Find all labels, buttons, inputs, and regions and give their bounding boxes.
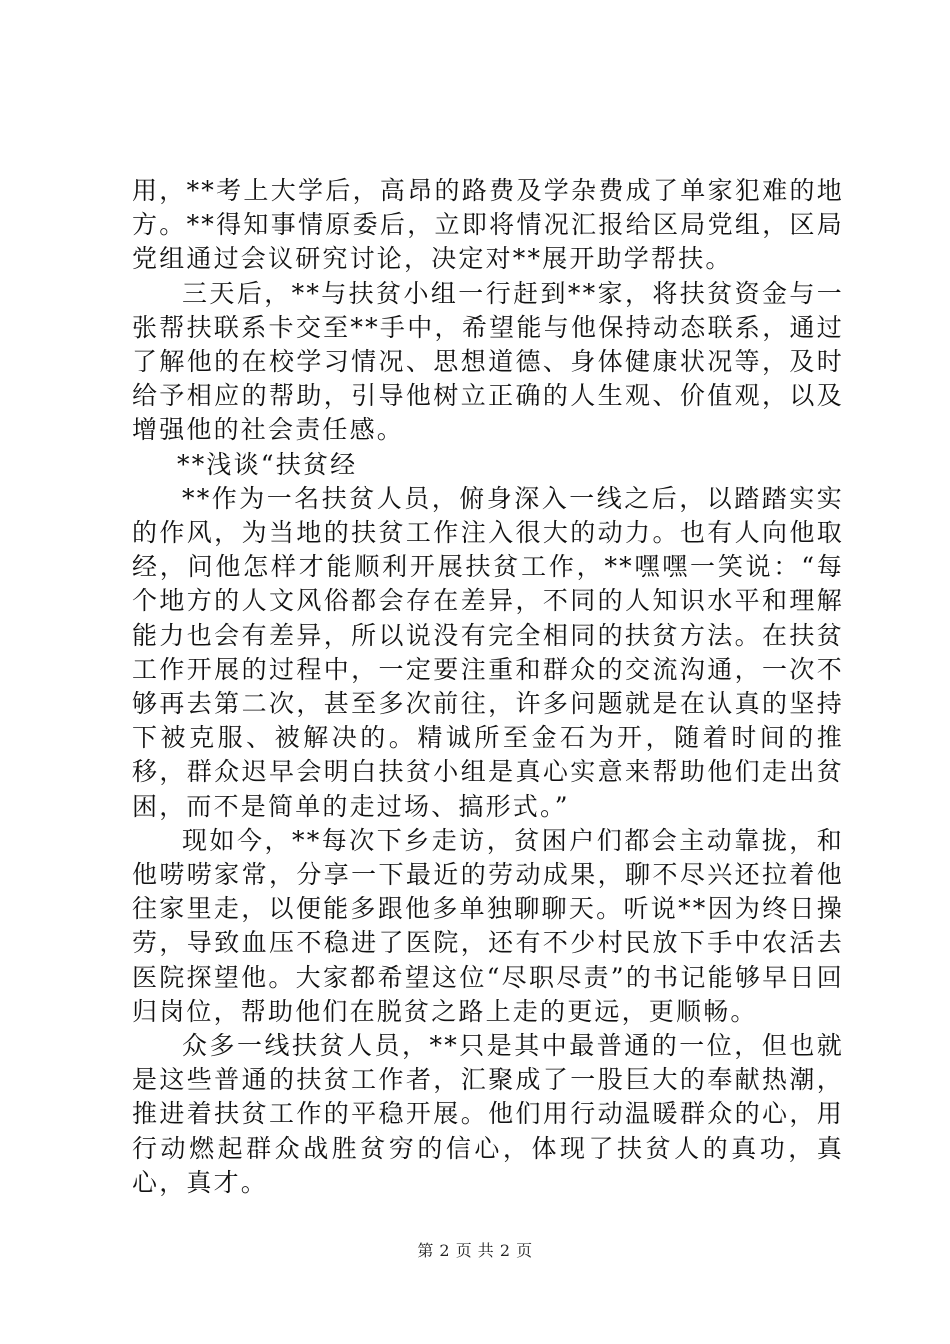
document-body	[132, 174, 844, 1200]
section-heading: **浅谈“扶贫经	[177, 449, 358, 479]
paragraph-conclusion: 众多一线扶贫人员，**只是其中最普通的一位，但也就是这些普通的扶贫工作者，汇聚成了一股巨大的奉献热潮，推进着扶贫工作的平稳开展。他们用行动温暖群众的心，用行动燃起群众战胜贫穷的信心，体现了扶贫人的真功，真心，真才。	[132, 1031, 844, 1197]
page-footer: 第 2 页 共 2 页	[417, 1241, 533, 1260]
paragraph-poverty-experience: **作为一名扶贫人员，俯身深入一线之后，以踏踏实实的作风，为当地的扶贫工作注入很大的动力。也有人向他取经，问他怎样才能顺利开展扶贫工作，**嘿嘿一笑说：“每个地方的人文风俗都会存在差异，不同的人知识水平和理解能力也会有差异，所以说没有完全相同的扶贫方法。在扶贫工作开展的过程中，一定要注重和群众的交流沟通，一次不够再去第二次，甚至多次前往，许多问题就是在认真的坚持下被克服、被解决的。精诚所至金石为开，随着时间的推移，群众迟早会明白扶贫小组是真心实意来帮助他们走出贫困，而不是简单的走过场、搞形式。”	[132, 483, 844, 821]
paragraph-three-days-later: 三天后，**与扶贫小组一行赶到**家，将扶贫资金与一张帮扶联系卡交至**手中，希望能与他保持动态联系，通过了解他的在校学习情况、思想道德、身体健康状况等，及时给予相应的帮助，引导他树立正确的人生观、价值观，以及增强他的社会责任感。	[132, 278, 844, 445]
paragraph-nowadays: 现如今，**每次下乡走访，贫困户们都会主动靠拢，和他唠唠家常，分享一下最近的劳动成果，聊不尽兴还拉着他往家里走，以便能多跟他多单独聊聊天。听说**因为终日操劳，导致血压不稳进了医院，还有不少村民放下手中农活去医院探望他。大家都希望这位“尽职尽责”的书记能够早日回归岗位，帮助他们在脱贫之路上走的更远，更顺畅。	[132, 825, 844, 1026]
paragraph-continuation: 用，**考上大学后，高昂的路费及学杂费成了单家犯难的地方。**得知事情原委后，立即将情况汇报给区局党组，区局党组通过会议研究讨论，决定对**展开助学帮扶。	[132, 176, 844, 274]
